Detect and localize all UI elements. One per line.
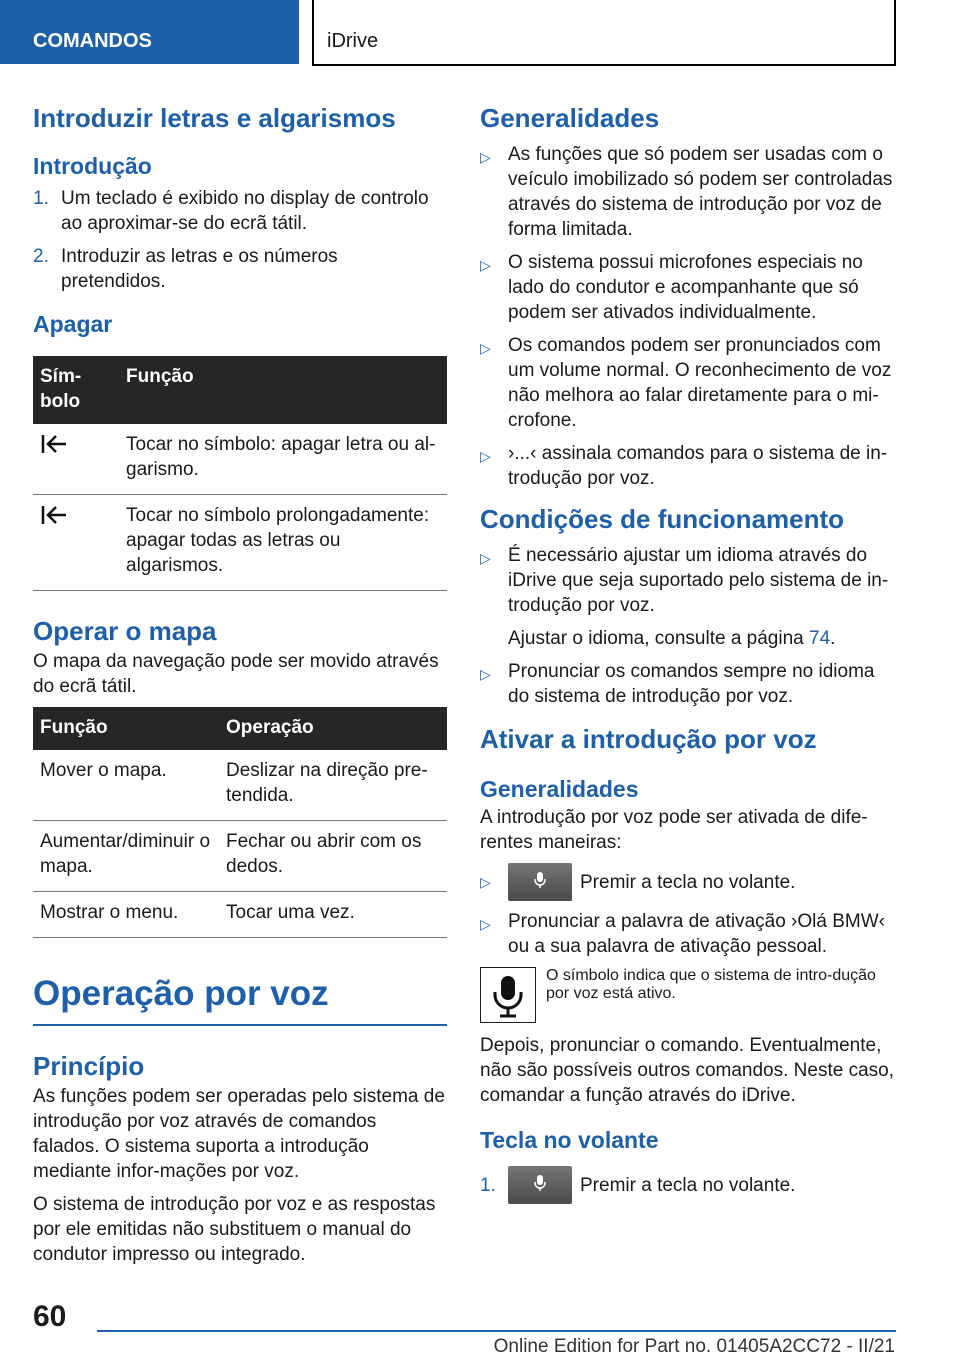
table-row	[33, 424, 447, 495]
mic-note	[480, 967, 896, 1023]
principle-text-1: As funções podem ser operadas pelo sistema de introdução por voz através de comandos falados. O sistema suporta a introdução mediante infor-mações por voz.	[33, 1086, 445, 1182]
table-row	[33, 495, 447, 591]
heading-general: Generalidades	[480, 103, 660, 133]
language-reference	[508, 626, 896, 651]
activate-text: A introdução por voz pode ser ativada de dife-rentes maneiras:	[480, 807, 868, 853]
heading-voice: Operação por voz	[33, 970, 447, 1026]
item-text: Pronunciar os comandos sempre no idioma do sistema de introdução por voz.	[508, 661, 875, 707]
conditions-list	[480, 543, 896, 709]
triangle-bullet-icon: ▷	[480, 340, 491, 356]
heading-map: Operar o mapa	[33, 616, 217, 646]
general-list	[480, 142, 896, 491]
section-tab: COMANDOS	[0, 0, 299, 64]
table-cell: Tocar no símbolo: apagar letra ou al-garismo.	[119, 424, 447, 495]
list-item	[480, 659, 896, 709]
step-number: 1.	[480, 1174, 496, 1196]
step-text: Introduzir as letras e os números pretendidos.	[61, 246, 338, 292]
voice-key-icon	[508, 863, 572, 901]
list-item	[480, 543, 896, 651]
reference-end: .	[830, 628, 836, 649]
voice-key-icon	[508, 1166, 572, 1204]
microphone-icon	[480, 967, 536, 1023]
footer-divider	[97, 1330, 896, 1332]
step-number: 2.	[33, 246, 49, 267]
triangle-bullet-icon: ▷	[480, 257, 491, 273]
chapter-title: iDrive	[312, 0, 896, 66]
table-cell: Mostrar o menu.	[33, 892, 219, 938]
table-header: Função	[33, 707, 219, 750]
table-cell: Mover o mapa.	[33, 750, 219, 821]
triangle-bullet-icon: ▷	[480, 666, 491, 682]
page-link[interactable]: 74	[809, 628, 831, 649]
item-text: Pronunciar a palavra de ativação ›Olá BMW‹ ou a sua palavra de ativação pessoal.	[508, 911, 885, 957]
activate-list	[480, 863, 896, 959]
triangle-bullet-icon: ▷	[480, 448, 491, 464]
delete-back-icon	[40, 503, 70, 527]
right-column	[480, 100, 896, 1212]
table-header: Função	[119, 356, 447, 424]
heading-principle: Princípio	[33, 1051, 145, 1081]
triangle-bullet-icon: ▷	[480, 550, 491, 566]
heading-general-2: Generalidades	[480, 776, 639, 802]
page-number: 60	[33, 1300, 67, 1333]
triangle-bullet-icon: ▷	[480, 149, 491, 165]
list-item	[480, 250, 896, 325]
reference-text: Ajustar o idioma, consulte a página	[508, 628, 810, 649]
left-column	[33, 100, 447, 1275]
edition-text: Online Edition for Part no. 01405A2CC72 - II/21	[493, 1336, 895, 1357]
table-row	[33, 821, 447, 892]
map-table	[33, 707, 447, 938]
delete-table	[33, 356, 447, 591]
table-cell: Tocar uma vez.	[219, 892, 447, 938]
step-number: 1.	[33, 188, 49, 209]
list-item	[480, 142, 896, 242]
heading-steering: Tecla no volante	[480, 1127, 659, 1153]
heading-letters: Introduzir letras e algarismos	[33, 103, 396, 133]
list-item	[480, 1166, 896, 1204]
triangle-bullet-icon: ▷	[480, 916, 491, 932]
table-row	[33, 750, 447, 821]
item-text: Os comandos podem ser pronunciados com um volume normal. O reconhecimento de voz não melhora ao falar diretamente para o mi-crofone.	[508, 335, 892, 431]
triangle-bullet-icon: ▷	[480, 873, 491, 890]
list-item	[480, 909, 896, 959]
list-item	[33, 244, 447, 294]
table-cell	[33, 424, 119, 495]
list-item	[480, 863, 896, 901]
map-text: O mapa da navegação pode ser movido através do ecrã tátil.	[33, 651, 439, 697]
item-text: É necessário ajustar um idioma através do iDrive que seja suportado pelo sistema de in-trodução por voz.	[508, 545, 889, 616]
heading-delete: Apagar	[33, 311, 113, 337]
item-text: As funções que só podem ser usadas com o veículo imobilizado só podem ser controladas através do sistema de introdução por voz de forma limitada.	[508, 144, 893, 240]
step-text: Premir a tecla no volante.	[580, 1174, 796, 1196]
table-header: Sím-bolo	[33, 356, 119, 424]
heading-conditions: Condições de funcionamento	[480, 504, 845, 534]
principle-text-2: O sistema de introdução por voz e as respostas por ele emitidas não substituem o manual do condutor impresso ou integrado.	[33, 1194, 436, 1265]
table-cell: Tocar no símbolo prolongadamente: apagar todas as letras ou algarismos.	[119, 495, 447, 591]
list-item	[480, 441, 896, 491]
delete-back-icon	[40, 432, 70, 456]
table-cell	[33, 495, 119, 591]
intro-steps	[33, 186, 447, 294]
table-cell: Fechar ou abrir com os dedos.	[219, 821, 447, 892]
heading-intro: Introdução	[33, 153, 152, 179]
steering-steps	[480, 1166, 896, 1204]
after-text: Depois, pronunciar o comando. Eventualmente, não são possíveis outros comandos. Neste caso, comandar a função através do iDrive.	[480, 1035, 895, 1106]
step-text: Um teclado é exibido no display de controlo ao aproximar-se do ecrã tátil.	[61, 188, 429, 234]
item-text: ›...‹ assinala comandos para o sistema de in-trodução por voz.	[508, 443, 888, 489]
table-cell: Deslizar na direção pre-tendida.	[219, 750, 447, 821]
heading-activate: Ativar a introdução por voz	[480, 724, 817, 754]
mic-note-text: O símbolo indica que o sistema de intro-dução por voz está ativo.	[546, 967, 876, 1002]
list-item	[480, 333, 896, 433]
table-row	[33, 892, 447, 938]
table-cell: Aumentar/diminuir o mapa.	[33, 821, 219, 892]
table-header: Operação	[219, 707, 447, 750]
item-text: Premir a tecla no volante.	[580, 871, 796, 893]
item-text: O sistema possui microfones especiais no lado do condutor e acompanhante que só podem ser ativados individualmente.	[508, 252, 863, 323]
list-item	[33, 186, 447, 236]
